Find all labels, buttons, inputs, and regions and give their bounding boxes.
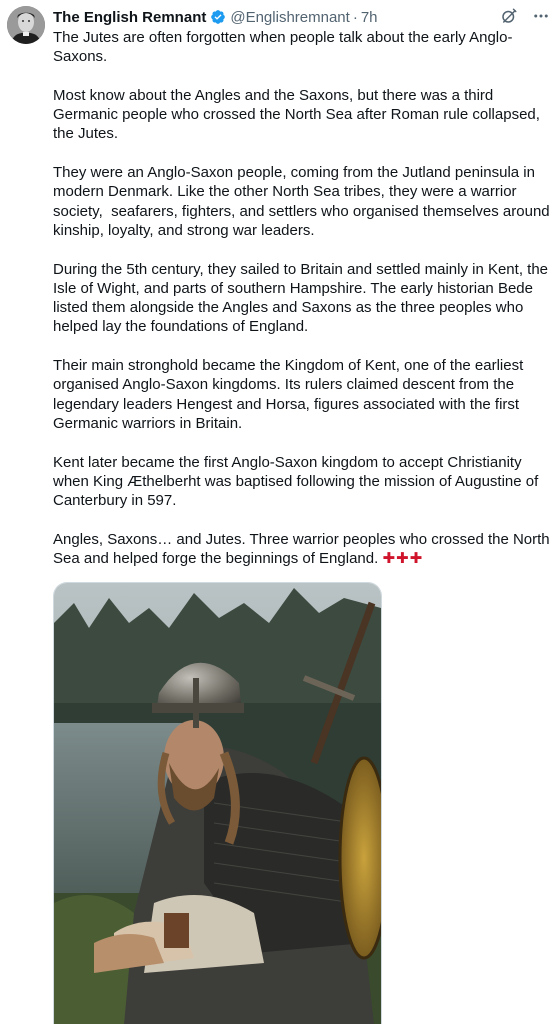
author-display-name[interactable]: The English Remnant [53,8,207,26]
tweet-text [53,28,553,568]
grok-icon[interactable] [499,6,519,26]
tweet-paragraph-final [53,530,553,569]
verified-badge-icon [210,9,226,25]
tweet-timestamp[interactable]: 7h [360,8,378,26]
tweet-header [53,6,551,28]
warrior-photo [54,583,381,1024]
tweet-media-image[interactable] [53,582,382,1024]
separator-dot: · [352,8,358,26]
tweet-paragraph: Their main stronghold became the Kingdom of Kent, one of the earliest organised Anglo-Saxon kingdoms. Its rulers claimed descent from the legendary leaders Hengest and Horsa, figures associated with the first Germanic warriors in Britain. [53,357,528,432]
tweet-paragraph: Most know about the Angles and the Saxons, but there was a third Germanic people who crossed the North Sea after Roman rule collapsed, the Jutes. [53,86,545,143]
tweet-paragraph: Kent later became the first Anglo-Saxon kingdom to accept Christianity when King Æthelberht was baptised following the mission of Augustine of Canterbury in 597. [53,453,543,510]
avatar-portrait [7,6,45,44]
header-actions [499,6,551,26]
author-handle[interactable]: @Englishremnant [230,8,350,26]
england-flags-icon: ✚✚✚ [382,550,424,568]
tweet-paragraph: During the 5th century, they sailed to Britain and settled mainly in Kent, the Isle of Wight, and parts of southern Hampshire. The early historian Bede listed them alongside the Angles and Saxons as the three peoples who helped lay the foundations of England. [53,260,553,336]
more-options-icon[interactable] [531,6,551,26]
tweet-paragraph: They were an Anglo-Saxon people, coming from the Jutland peninsula in modern Denmark. Like the other North Sea tribes, they were a warrior society, seafarers, fighters, and settlers who organised themselves around kinship, loyalty, and strong war leaders. [53,164,554,239]
tweet-final-text: Angles, Saxons… and Jutes. Three warrior peoples who crossed the North Sea and helped forge the beginnings of England. [53,530,554,568]
tweet-paragraph: The Jutes are often forgotten when people talk about the early Anglo-Saxons. [53,29,513,66]
avatar[interactable] [7,6,45,44]
